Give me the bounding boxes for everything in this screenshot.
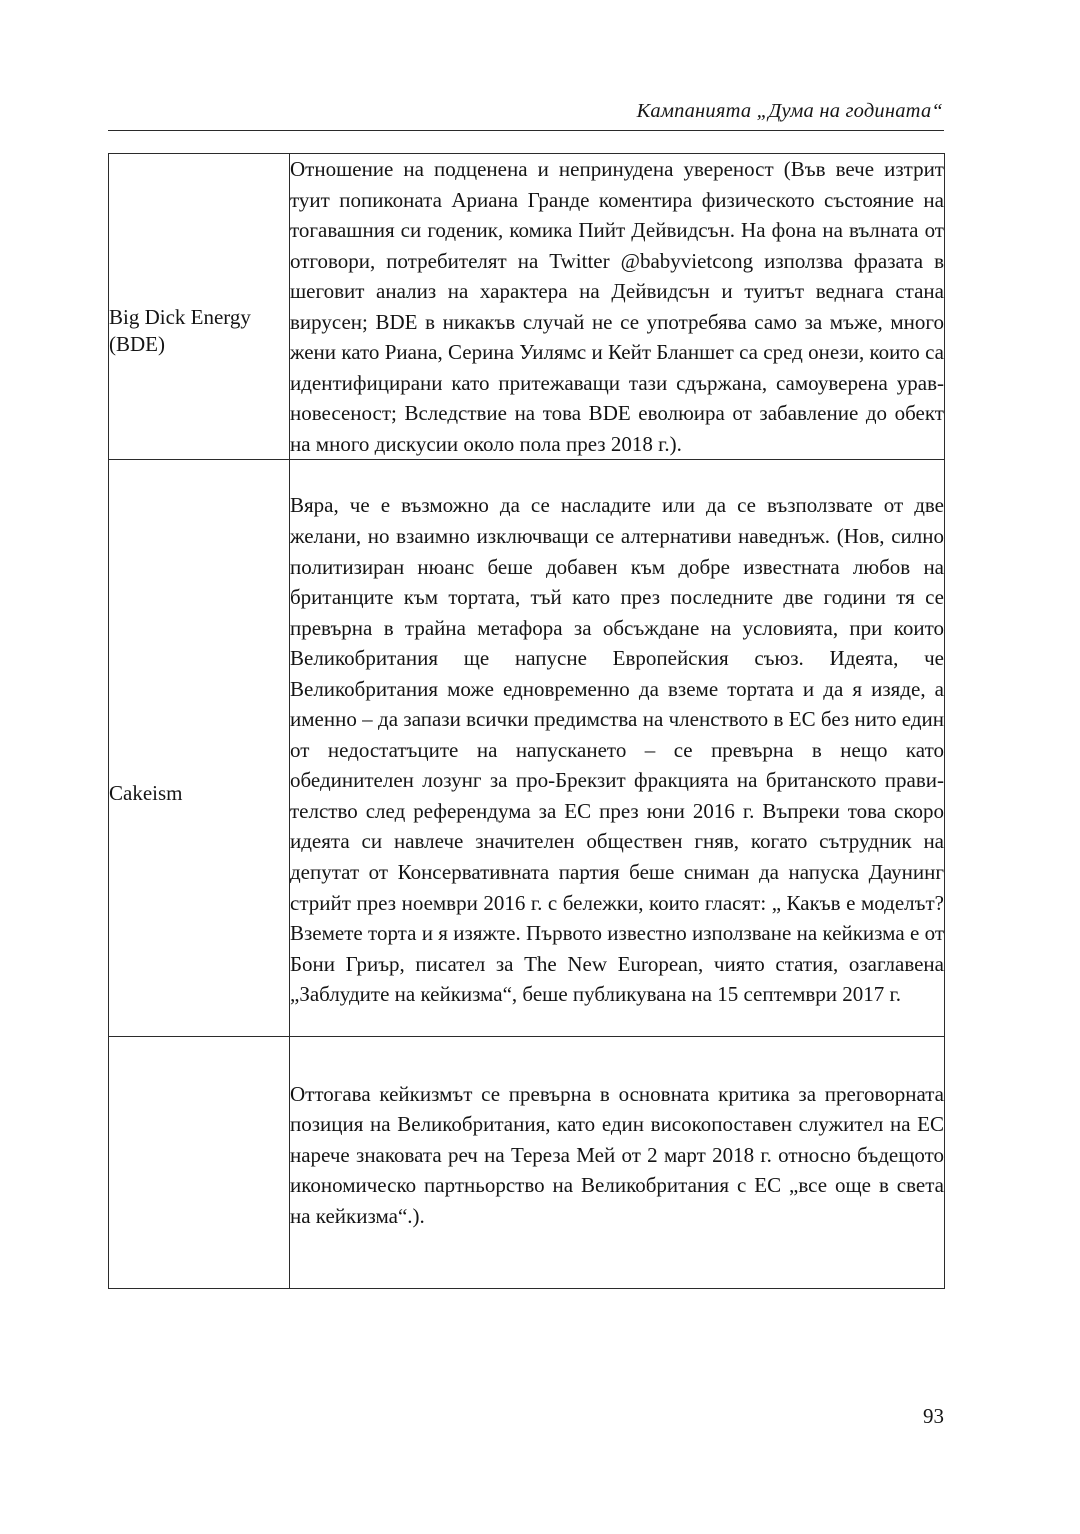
page-number: 93 [923,1404,944,1428]
definition-cell [290,460,945,1036]
running-header: Кампанията „Дума на годината“ [636,100,943,122]
term-label: Big Dick Energy (BDE) [109,305,251,357]
definition-text: Оттогава кейкизмът се превърна в основната критика за преговорната позиция на Великобритания, като един високопоставен служител на ЕС нарече знаковата реч на Тереза Мей от 2 март 2018 г. относно бъдещото икономическо партньорство на Великобритания с ЕС „все още в света на кейкизма“.). [290,1081,944,1228]
header-divider [108,130,944,131]
definition-text: Отношение на подценена и непринудена увереност (Във вече изтрит туит попиконата Ариана Гранде коментира физическото състояние на тогавашния си годеник, комика Пийт Дейвидсън. На фона на вълната от отговори, потребителят на Twitter @babyvietcong използва фразата в шеговит анализ на характера на Дейвидсън и туитът веднага стана вирусен; BDE в никакъв случай не се употребява само за мъже, много жени като Риана, Серина Уилямс и Кейт Бланшет са сред онези, които са идентифицирани като притежаващи тази сдържана, самоуверена уравновесеност; Вследствие на това BDE еволюира от забавление до обект на много дискусии около пола през 2018 г.). [290,157,944,456]
term-cell [109,460,290,1036]
definition-text: Вяра, че е възможно да се насладите или да се възползвате от две желани, но взаимно изключващи се алтернативи наведнъж. (Нов, силно политизиран нюанс беше добавен към добре известната любов на британците към тортата, тъй като през последните две години тя се превърна в трайна метафора за обсъждане на условията, при които Великобритания ще напусне Европейския съюз. Идеята, че Великобритания може едновременно да вземе тортата и да я изяде, а именно – да запази всички предимства на членството в ЕС без нито един от недостатъците на напускането – се превърна в нещо като обединителен лозунг за про-Брекзит фракцията на британското правителство след референдума за ЕС през юни 2016 г. Въпреки това скоро идеята си навлече значителен обществен гняв, когато сътрудник на депутат от Консервативната партия беше сниман да напуска Даунинг стрийт през ноември 2016 г. с бележки, които гласят: „ Какъв е моделът? Вземете торта и я изяжте. Първото известно използване на кейкизма е от Бони Гриър, писател за The New European, чиято статия, озаглавена „Заблудите на кейкизма“, беше публикувана на 15 септември 2017 г. [290,493,944,1007]
definition-cell [290,154,945,460]
term-label: Cakeism [109,781,183,806]
definition-cell [290,1036,945,1288]
table-row [109,460,945,1036]
term-cell [109,1036,290,1288]
table-row [109,1036,945,1288]
term-cell [109,154,290,460]
glossary-table [108,153,945,1289]
table-row [109,154,945,460]
